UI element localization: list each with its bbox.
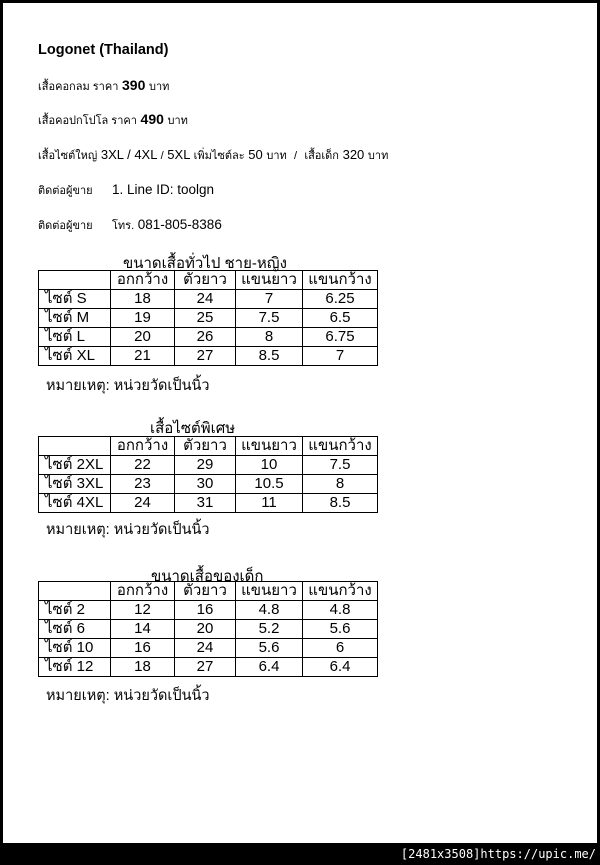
table-cell: 6.4 bbox=[303, 658, 378, 677]
table-header-cell bbox=[39, 271, 111, 290]
size-label-cell: ไซต์ L bbox=[39, 328, 111, 347]
table-cell: 4.8 bbox=[236, 601, 303, 620]
table-cell: 7.5 bbox=[303, 456, 378, 475]
table-cell: 6 bbox=[303, 639, 378, 658]
table-row bbox=[39, 475, 378, 494]
general-size-table bbox=[38, 270, 378, 366]
table-header-cell: แขนยาว bbox=[236, 271, 303, 290]
table-row bbox=[39, 309, 378, 328]
kids-table-caption: ขนาดเสื้อของเด็ก bbox=[151, 568, 264, 585]
table-header-cell: แขนยาว bbox=[236, 437, 303, 456]
table-header-row bbox=[39, 271, 378, 290]
size-label-cell: ไซต์ 2 bbox=[39, 601, 111, 620]
table-cell: 24 bbox=[175, 639, 236, 658]
table-cell: 20 bbox=[111, 328, 175, 347]
table-row bbox=[39, 347, 378, 366]
size-label-cell: ไซต์ M bbox=[39, 309, 111, 328]
table-cell: 23 bbox=[111, 475, 175, 494]
table-header-cell: อกกว้าง bbox=[111, 271, 175, 290]
table-cell: 8.5 bbox=[303, 494, 378, 513]
special-table-caption: เสื้อไซต์พิเศษ bbox=[150, 420, 236, 437]
contact-phone: ติดต่อผู้ขาย โทร. 081-805-8386 bbox=[38, 217, 222, 232]
table-cell: 12 bbox=[111, 601, 175, 620]
table-cell: 8 bbox=[303, 475, 378, 494]
table-row bbox=[39, 620, 378, 639]
table-cell: 5.2 bbox=[236, 620, 303, 639]
size-label-cell: ไซต์ S bbox=[39, 290, 111, 309]
table-header-cell: แขนกว้าง bbox=[303, 271, 378, 290]
table-header-cell: อกกว้าง bbox=[111, 437, 175, 456]
table-header-cell: แขนยาว bbox=[236, 582, 303, 601]
table-header-row bbox=[39, 437, 378, 456]
table-cell: 27 bbox=[175, 658, 236, 677]
table-row bbox=[39, 494, 378, 513]
table-cell: 31 bbox=[175, 494, 236, 513]
kids-note: หมายเหตุ: หน่วยวัดเป็นนิ้ว bbox=[46, 688, 210, 704]
table-cell: 6.4 bbox=[236, 658, 303, 677]
table-cell: 27 bbox=[175, 347, 236, 366]
table-cell: 11 bbox=[236, 494, 303, 513]
table-cell: 16 bbox=[111, 639, 175, 658]
table-header-cell bbox=[39, 437, 111, 456]
table-row bbox=[39, 601, 378, 620]
table-cell: 26 bbox=[175, 328, 236, 347]
document-page bbox=[3, 3, 597, 843]
table-cell: 19 bbox=[111, 309, 175, 328]
table-cell: 6.5 bbox=[303, 309, 378, 328]
table-row bbox=[39, 290, 378, 309]
table-header-cell: อกกว้าง bbox=[111, 582, 175, 601]
size-label-cell: ไซต์ 4XL bbox=[39, 494, 111, 513]
table-cell: 7.5 bbox=[236, 309, 303, 328]
table-cell: 10 bbox=[236, 456, 303, 475]
image-source-footer: [2481x3508]https://upic.me/ bbox=[400, 847, 596, 861]
size-label-cell: ไซต์ 6 bbox=[39, 620, 111, 639]
size-label-cell: ไซต์ XL bbox=[39, 347, 111, 366]
table-cell: 5.6 bbox=[236, 639, 303, 658]
contact-line: ติดต่อผู้ขาย 1. Line ID: toolgn bbox=[38, 182, 215, 197]
table-cell: 5.6 bbox=[303, 620, 378, 639]
table-cell: 24 bbox=[175, 290, 236, 309]
size-label-cell: ไซต์ 2XL bbox=[39, 456, 111, 475]
table-cell: 25 bbox=[175, 309, 236, 328]
table-row bbox=[39, 456, 378, 475]
table-cell: 10.5 bbox=[236, 475, 303, 494]
table-cell: 18 bbox=[111, 658, 175, 677]
size-label-cell: ไซต์ 10 bbox=[39, 639, 111, 658]
table-cell: 7 bbox=[303, 347, 378, 366]
table-cell: 4.8 bbox=[303, 601, 378, 620]
table-cell: 24 bbox=[111, 494, 175, 513]
extra-size-pricing: เสื้อไซต์ใหญ่ 3XL / 4XL / 5XL เพิ่มไซต์ละ 50 บาท / เสื้อเด็ก 320 บาท bbox=[38, 147, 389, 162]
table-cell: 16 bbox=[175, 601, 236, 620]
table-cell: 8.5 bbox=[236, 347, 303, 366]
table-cell: 20 bbox=[175, 620, 236, 639]
kids-size-table bbox=[38, 581, 378, 677]
special-size-table bbox=[38, 436, 378, 513]
table-row bbox=[39, 328, 378, 347]
table-cell: 18 bbox=[111, 290, 175, 309]
table-row bbox=[39, 639, 378, 658]
price-polo: เสื้อคอปกโปโล ราคา 490 บาท bbox=[38, 111, 188, 127]
table-cell: 29 bbox=[175, 456, 236, 475]
document-title: Logonet (Thailand) bbox=[38, 42, 169, 58]
table-cell: 7 bbox=[236, 290, 303, 309]
table-header-cell: ตัวยาว bbox=[175, 582, 236, 601]
size-label-cell: ไซต์ 12 bbox=[39, 658, 111, 677]
table-header-cell: ตัวยาว bbox=[175, 271, 236, 290]
table-cell: 8 bbox=[236, 328, 303, 347]
table-header-cell: แขนกว้าง bbox=[303, 437, 378, 456]
table-header-row bbox=[39, 582, 378, 601]
size-label-cell: ไซต์ 3XL bbox=[39, 475, 111, 494]
table-header-cell: ตัวยาว bbox=[175, 437, 236, 456]
table-cell: 21 bbox=[111, 347, 175, 366]
table-header-cell: แขนกว้าง bbox=[303, 582, 378, 601]
table-cell: 30 bbox=[175, 475, 236, 494]
table-cell: 22 bbox=[111, 456, 175, 475]
table-cell: 14 bbox=[111, 620, 175, 639]
price-round-neck: เสื้อคอกลม ราคา 390 บาท bbox=[38, 77, 170, 93]
general-table-caption: ขนาดเสื้อทั่วไป ชาย-หญิง bbox=[123, 255, 287, 272]
table-cell: 6.25 bbox=[303, 290, 378, 309]
table-row bbox=[39, 658, 378, 677]
general-note: หมายเหตุ: หน่วยวัดเป็นนิ้ว bbox=[46, 378, 210, 394]
table-header-cell bbox=[39, 582, 111, 601]
table-cell: 6.75 bbox=[303, 328, 378, 347]
special-note: หมายเหตุ: หน่วยวัดเป็นนิ้ว bbox=[46, 522, 210, 538]
